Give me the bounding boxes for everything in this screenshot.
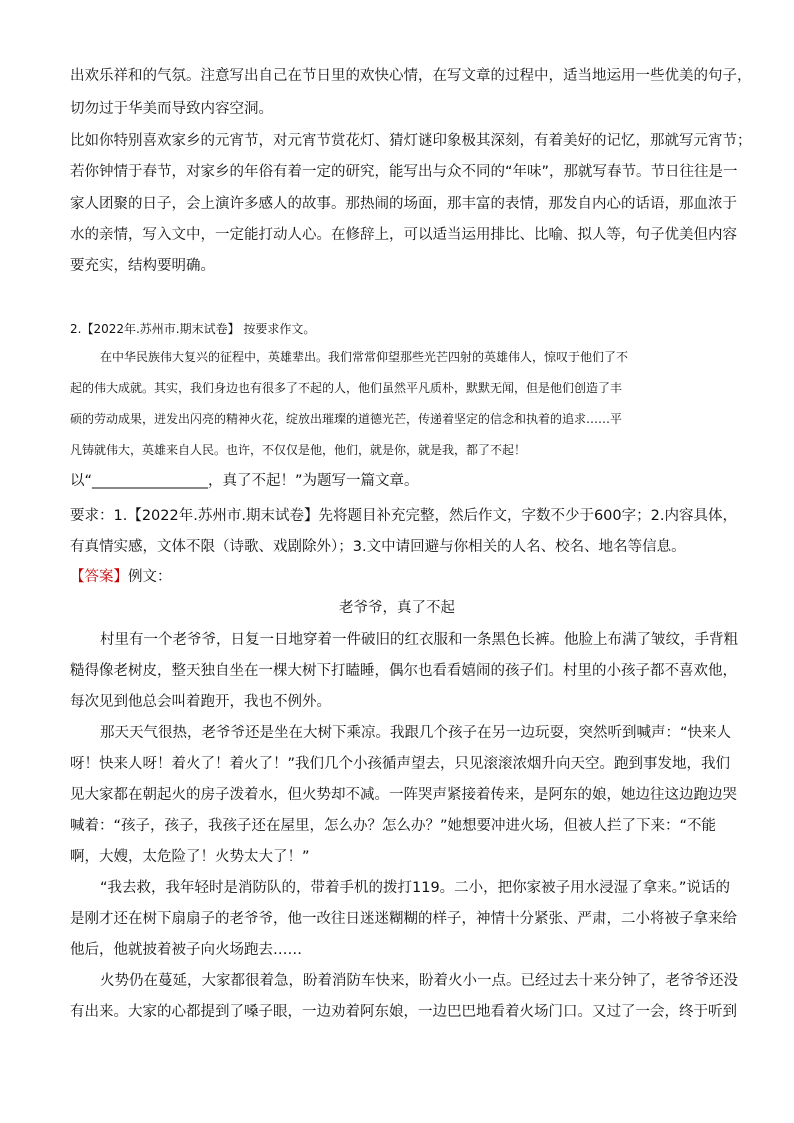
requirements-line: 有真情实感，文体不限（诗歌、戏剧除外）；3.文中请回避与你相关的人名、校名、地名等信息。 <box>70 539 686 555</box>
essay-line: 那天天气很热，老爷爷还是坐在大树下乘凉。我跟几个孩子在另一边玩耍，突然听到喊声：“快来人 <box>100 725 732 741</box>
essay-title: 老爷爷，真了不起 <box>339 600 455 616</box>
prompt-material-line: 在中华民族伟大复兴的征程中，英雄辈出。我们常常仰望那些光芒四射的英雄伟人，惊叹于他们了不 <box>100 350 629 364</box>
paragraph-line: 家人团聚的日子，会上演许多感人的故事。那热闹的场面，那丰富的表情，那发自内心的话语，那血浓于 <box>70 196 737 212</box>
title-prompt: 以“________________，真了不起！”为题写一篇文章。 <box>70 473 419 489</box>
essay-line: 每次见到他总会叫着跑开，我也不例外。 <box>70 694 331 710</box>
essay-line: 村里有一个老爷爷，日复一日地穿着一件破旧的红衣服和一条黑色长裤。他脸上布满了皱纹，手背粗 <box>100 632 738 648</box>
paragraph-line: 若你钟情于春节，对家乡的年俗有着一定的研究，能写出与众不同的“年味”，那就写春节。节日往往是一 <box>70 164 738 180</box>
answer-tag: 【答案】 <box>70 569 128 585</box>
essay-line: 是刚才还在树下扇扇子的老爷爷，他一改往日迷迷糊糊的样子，神情十分紧张、严肃，二小将被子拿来给 <box>70 911 737 927</box>
example-label: 例文： <box>128 569 172 585</box>
answer-label <box>70 567 172 587</box>
essay-line: 见大家都在朝起火的房子泼着水，但火势却不减。一阵哭声紧接着传来，是阿东的娘，她边往这边跑边哭 <box>70 787 737 803</box>
essay-line: “我去救，我年轻时是消防队的，带着手机的拨打119。二小，把你家被子用水浸湿了拿来。”说话的 <box>100 880 730 896</box>
requirements-line: 要求：1.【2022年.苏州市.期末试卷】先将题目补充完整，然后作文，字数不少于600字；2.内容具体， <box>70 508 737 524</box>
paragraph-line: 比如你特别喜欢家乡的元宵节，对元宵节赏花灯、猜灯谜印象极其深刻，有着美好的记忆，那就写元宵节； <box>70 133 752 149</box>
prompt-material-line: 硕的劳动成果，迸发出闪亮的精神火花，绽放出璀璨的道德光芒，传递着坚定的信念和执着的追求……平 <box>70 412 623 426</box>
essay-line: 啊，大嫂，太危险了！火势太大了！” <box>70 849 310 865</box>
essay-line: 糙得像老树皮，整天独自坐在一棵大树下打瞌睡，偶尔也看看嬉闹的孩子们。村里的小孩子都不喜欢他， <box>70 663 737 679</box>
essay-line: 火势仍在蔓延，大家都很着急，盼着消防车快来，盼着火小一点。已经过去十来分钟了，老爷爷还没 <box>100 973 738 989</box>
essay-line: 他后，他就披着被子向火场跑去…… <box>70 942 302 958</box>
paragraph-line: 切勿过于华美而导致内容空洞。 <box>70 101 273 117</box>
paragraph-line: 出欢乐祥和的气氛。注意写出自己在节日里的欢快心情，在写文章的过程中，适当地运用一些优美的句子， <box>70 68 752 84</box>
prompt-material-line: 凡铸就伟大，英雄来自人民。也许，不仅仅是他，他们，就是你，就是我，都了不起！ <box>70 443 527 457</box>
paragraph-line: 水的亲情，写入文中，一定能打动人心。在修辞上，可以适当运用排比、比喻、拟人等，句子优美但内容 <box>70 227 737 243</box>
prompt-material-line: 起的伟大成就。其实，我们身边也有很多了不起的人，他们虽然平凡质朴，默默无闻，但是他们创造了丰 <box>70 381 623 395</box>
essay-line: 呀！快来人呀！着火了！着火了！”我们几个小孩循声望去，只见滚滚浓烟升向天空。跑到事发地，我们 <box>70 756 731 772</box>
paragraph-line: 要充实，结构要明确。 <box>70 258 215 274</box>
essay-line: 喊着：“孩子，孩子，我孩子还在屋里，怎么办？怎么办？”她想要冲进火场，但被人拦了下来：“不能 <box>70 818 717 834</box>
question-heading: 2.【2022年.苏州市.期末试卷】 按要求作文。 <box>70 322 316 336</box>
essay-line: 有出来。大家的心都提到了嗓子眼，一边劝着阿东娘，一边巴巴地看着火场门口。又过了一会，终于听到 <box>70 1004 737 1020</box>
